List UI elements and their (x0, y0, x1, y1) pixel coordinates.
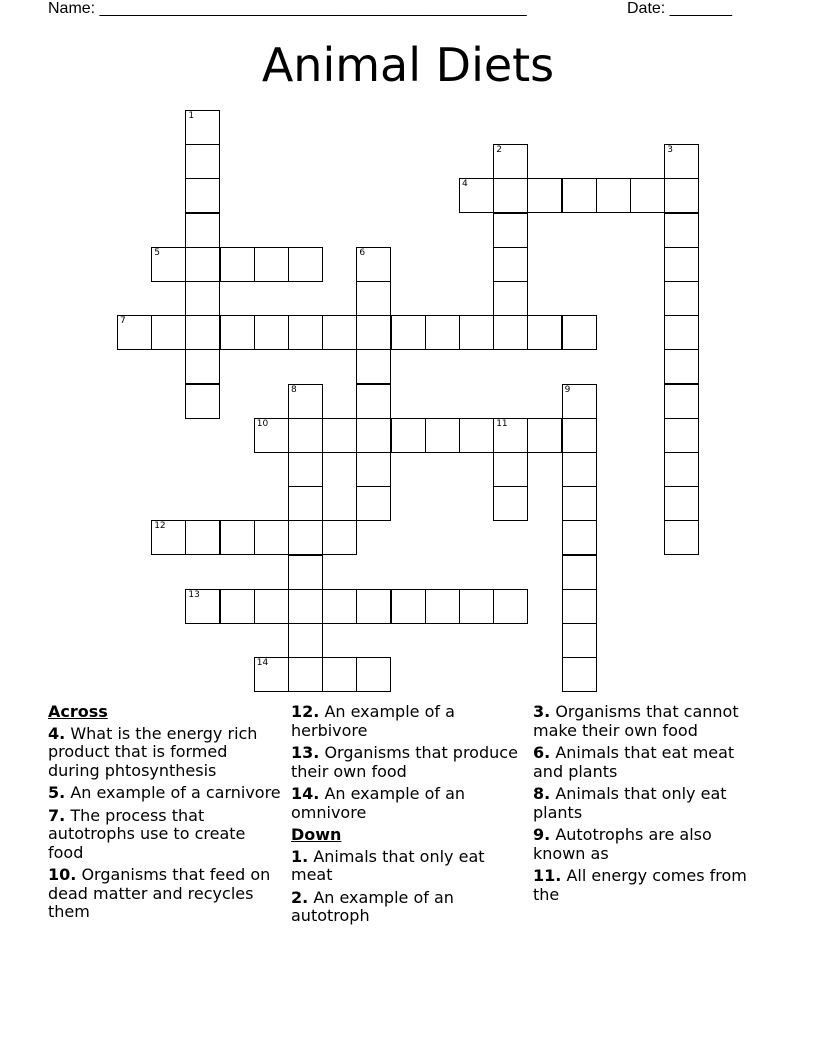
cell-number: 7 (120, 316, 126, 327)
clue-number: 14. (291, 784, 320, 803)
grid-cell[interactable] (288, 555, 323, 590)
grid-cell[interactable] (425, 589, 460, 624)
clue-item (533, 826, 769, 863)
cell-number: 10 (256, 418, 269, 429)
grid-cell[interactable] (220, 315, 255, 350)
clue-text: An example of a carnivore (70, 783, 281, 802)
grid-cell[interactable] (254, 589, 289, 624)
grid-cell[interactable] (254, 418, 289, 453)
cell-number: 11 (496, 418, 508, 429)
grid-cell[interactable] (356, 247, 391, 282)
grid-cell[interactable] (664, 213, 699, 248)
clue-item (533, 703, 769, 740)
grid-cell[interactable] (664, 349, 699, 384)
grid-cell[interactable] (185, 247, 220, 282)
grid-cell[interactable] (664, 178, 699, 213)
clue-item (48, 866, 284, 922)
grid-cell[interactable] (220, 589, 255, 624)
clue-item (48, 784, 284, 803)
grid-cell[interactable] (254, 520, 289, 555)
grid-cell[interactable] (185, 315, 220, 350)
grid-cell[interactable] (562, 520, 597, 555)
clue-item (533, 785, 769, 822)
grid-cell[interactable] (288, 589, 323, 624)
clue-number: 6. (533, 743, 551, 762)
grid-cell[interactable] (185, 520, 220, 555)
grid-cell[interactable] (425, 418, 460, 453)
grid-cell[interactable] (391, 315, 426, 350)
grid-cell[interactable] (254, 315, 289, 350)
grid-cell[interactable] (322, 315, 357, 350)
clue-number: 11. (533, 866, 562, 885)
clue-text: All energy comes from the (533, 866, 747, 904)
grid-cell[interactable] (664, 520, 699, 555)
clue-item (533, 744, 769, 781)
grid-cell[interactable] (664, 384, 699, 419)
clue-number: 4. (48, 723, 66, 743)
clue-text: An example of a herbivore (291, 702, 455, 740)
grid-cell[interactable] (391, 418, 426, 453)
grid-cell[interactable] (151, 520, 186, 555)
grid-cell[interactable] (493, 452, 528, 487)
clue-text: Organisms that cannot make their own food (533, 702, 739, 740)
grid-cell[interactable] (527, 418, 562, 453)
grid-cell[interactable] (288, 315, 323, 350)
grid-cell[interactable] (356, 452, 391, 487)
grid-cell[interactable] (288, 418, 323, 453)
grid-cell[interactable] (527, 315, 562, 350)
grid-cell[interactable] (322, 589, 357, 624)
date-line: Date: _______ (627, 0, 732, 17)
grid-cell[interactable] (493, 486, 528, 521)
clue-text: What is the energy rich product that is formed during phtosynthesis (48, 723, 258, 780)
clue-item (48, 807, 284, 863)
grid-cell[interactable] (562, 178, 597, 213)
grid-cell[interactable] (664, 315, 699, 350)
grid-cell[interactable] (391, 589, 426, 624)
grid-cell[interactable] (356, 349, 391, 384)
grid-cell[interactable] (527, 178, 562, 213)
grid-cell[interactable] (185, 178, 220, 213)
clue-heading-down: Down (291, 825, 342, 844)
clue-item (48, 725, 284, 781)
cell-number: 1 (188, 111, 195, 121)
cell-number: 5 (154, 247, 160, 258)
grid-cell[interactable] (185, 384, 220, 419)
grid-cell[interactable] (493, 213, 528, 248)
grid-cell[interactable] (356, 589, 391, 624)
clue-text: Animals that only eat plants (533, 784, 727, 822)
grid-cell[interactable] (562, 623, 597, 658)
grid-cell[interactable] (288, 486, 323, 521)
clue-text: Autotrophs are also known as (533, 825, 712, 863)
grid-cell[interactable] (664, 247, 699, 282)
clue-column-1 (48, 703, 284, 926)
cell-number: 14 (256, 658, 269, 669)
clue-item (291, 785, 527, 822)
cell-number: 6 (359, 247, 366, 258)
grid-cell[interactable] (493, 315, 528, 350)
cell-number: 13 (188, 589, 200, 600)
grid-cell[interactable] (185, 281, 220, 316)
grid-cell[interactable] (322, 657, 357, 692)
clue-number: 5. (48, 783, 66, 802)
clue-item (533, 867, 769, 904)
cell-number: 2 (496, 145, 502, 156)
grid-cell[interactable] (493, 589, 528, 624)
clue-number: 3. (533, 702, 551, 721)
clue-column-2 (291, 703, 527, 930)
clue-column-3 (533, 703, 769, 908)
grid-cell[interactable] (356, 486, 391, 521)
grid-cell[interactable] (254, 247, 289, 282)
grid-cell[interactable] (664, 452, 699, 487)
grid-cell[interactable] (630, 178, 665, 213)
grid-cell[interactable] (596, 178, 631, 213)
clue-number: 12. (291, 702, 320, 721)
grid-cell[interactable] (185, 589, 220, 624)
grid-cell[interactable] (493, 247, 528, 282)
clue-number: 7. (48, 805, 66, 825)
name-line: Name: ________________________________________________ (48, 0, 527, 17)
clue-text: Animals that eat meat and plants (533, 743, 735, 781)
clue-number: 2. (291, 887, 309, 907)
grid-cell[interactable] (425, 315, 460, 350)
grid-cell[interactable] (322, 418, 357, 453)
grid-cell[interactable] (288, 247, 323, 282)
grid-cell[interactable] (664, 486, 699, 521)
clue-text: Organisms that produce their own food (291, 743, 518, 781)
grid-cell[interactable] (185, 110, 220, 145)
grid-cell[interactable] (220, 520, 255, 555)
clue-number: 13. (291, 743, 320, 762)
grid-cell[interactable] (459, 418, 494, 453)
clue-item (291, 703, 527, 740)
grid-cell[interactable] (493, 178, 528, 213)
grid-cell[interactable] (356, 281, 391, 316)
cell-number: 12 (154, 521, 166, 532)
grid-cell[interactable] (288, 623, 323, 658)
grid-cell[interactable] (664, 144, 699, 179)
grid-cell[interactable] (322, 520, 357, 555)
grid-cell[interactable] (151, 315, 186, 350)
grid-cell[interactable] (254, 657, 289, 692)
grid-cell[interactable] (493, 418, 528, 453)
clue-heading-across: Across (48, 702, 108, 721)
grid-cell[interactable] (356, 384, 391, 419)
grid-cell[interactable] (664, 281, 699, 316)
clue-text: An example of an omnivore (291, 784, 466, 822)
clue-item (291, 848, 527, 885)
cell-number: 3 (667, 145, 673, 156)
clue-text: Animals that only eat meat (291, 846, 485, 884)
grid-cell[interactable] (664, 418, 699, 453)
clue-number: 8. (533, 784, 551, 803)
cell-number: 8 (291, 384, 297, 395)
page-title: Animal Diets (261, 38, 555, 92)
clue-number: 1. (291, 846, 309, 866)
clue-number: 10. (48, 865, 77, 884)
grid-cell[interactable] (356, 657, 391, 692)
grid-cell[interactable] (185, 213, 220, 248)
grid-cell[interactable] (288, 384, 323, 419)
grid-cell[interactable] (185, 144, 220, 179)
grid-cell[interactable] (459, 315, 494, 350)
grid-cell[interactable] (493, 281, 528, 316)
clue-item (291, 744, 527, 781)
clue-item (291, 889, 527, 926)
grid-cell[interactable] (562, 555, 597, 590)
grid-cell[interactable] (459, 589, 494, 624)
grid-cell[interactable] (356, 418, 391, 453)
grid-cell[interactable] (562, 452, 597, 487)
clue-text: Organisms that feed on dead matter and recycles them (48, 865, 271, 921)
grid-cell[interactable] (288, 520, 323, 555)
grid-cell[interactable] (185, 349, 220, 384)
grid-cell[interactable] (220, 247, 255, 282)
grid-cell[interactable] (562, 486, 597, 521)
grid-cell[interactable] (562, 384, 597, 419)
clue-text: An example of an autotroph (291, 887, 454, 925)
grid-cell[interactable] (288, 657, 323, 692)
grid-cell[interactable] (562, 589, 597, 624)
grid-cell[interactable] (562, 418, 597, 453)
grid-cell[interactable] (356, 315, 391, 350)
cell-number: 9 (564, 384, 571, 395)
grid-cell[interactable] (562, 315, 597, 350)
clue-text: The process that autotrophs use to create food (48, 805, 246, 862)
grid-cell[interactable] (117, 315, 152, 350)
grid-cell[interactable] (459, 178, 494, 213)
grid-cell[interactable] (151, 247, 186, 282)
clue-number: 9. (533, 825, 551, 844)
grid-cell[interactable] (562, 657, 597, 692)
cell-number: 4 (462, 179, 468, 190)
grid-cell[interactable] (493, 144, 528, 179)
grid-cell[interactable] (288, 452, 323, 487)
